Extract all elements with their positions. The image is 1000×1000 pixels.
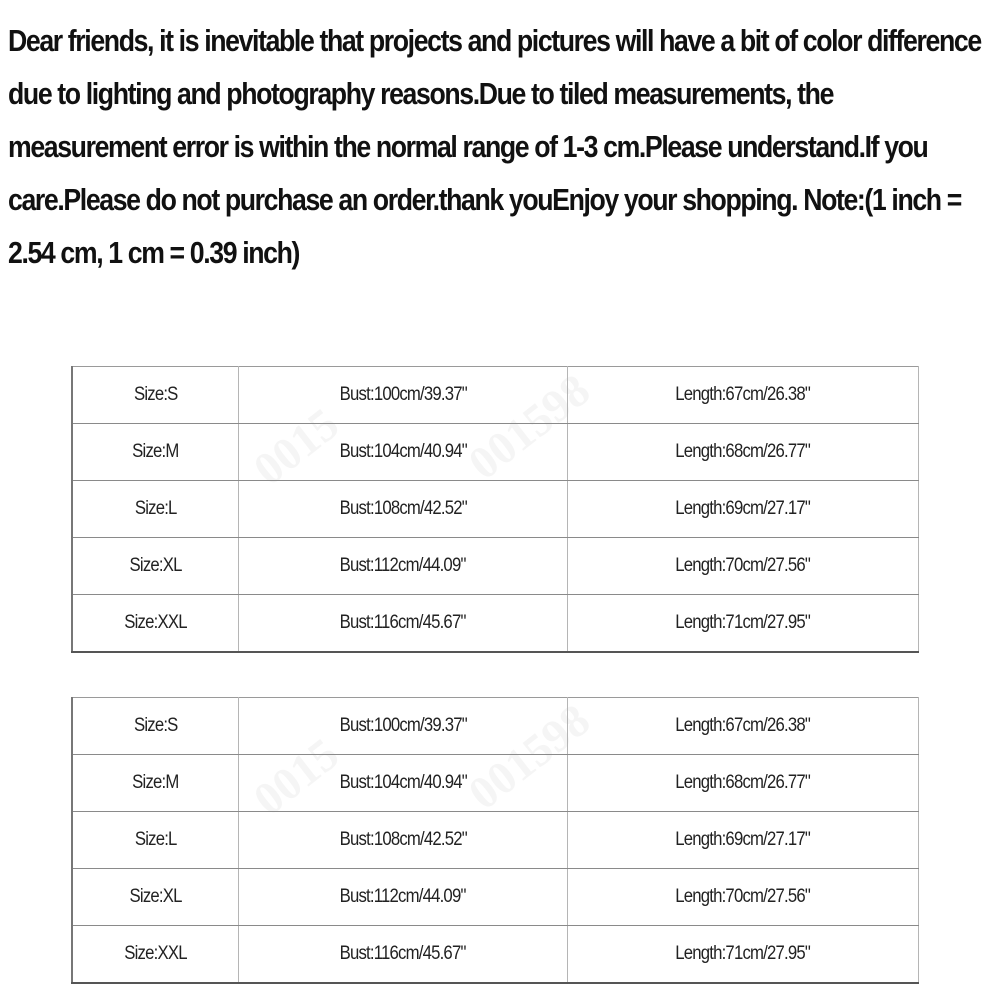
- bust-cell: Bust:104cm/40.94": [239, 755, 568, 812]
- table-row: [72, 698, 919, 755]
- size-cell: Size:M: [72, 755, 239, 812]
- bust-cell: Bust:112cm/44.09": [239, 538, 568, 595]
- length-cell: Length:68cm/26.77": [568, 755, 919, 812]
- length-cell: Length:70cm/27.56": [568, 538, 919, 595]
- watermark: 0015: [244, 398, 348, 495]
- table-row: [72, 755, 919, 812]
- size-cell: Size:XXL: [72, 595, 239, 653]
- length-cell: Length:67cm/26.38": [568, 367, 919, 424]
- notice-text: Dear friends, it is inevitable that projects and pictures will have a bit of color difference due to lighting and photography reasons.Due to tiled measurements, the measurement error is within the normal range of 1-3 cm.Please understand.If you care.Please do not purchase an order.thank youEnjoy your shopping. Note:(1 inch = 2.54 cm, 1 cm = 0.39 inch): [8, 23, 981, 270]
- table-row: [72, 424, 919, 481]
- length-cell: Length:69cm/27.17": [568, 481, 919, 538]
- length-cell: Length:67cm/26.38": [568, 698, 919, 755]
- table-row: [72, 367, 919, 424]
- size-cell: Size:XXL: [72, 926, 239, 984]
- size-cell: Size:M: [72, 424, 239, 481]
- length-cell: Length:71cm/27.95": [568, 926, 919, 984]
- bust-cell: Bust:108cm/42.52": [239, 481, 568, 538]
- bust-cell: Bust:116cm/45.67": [239, 926, 568, 984]
- bust-cell: Bust:100cm/39.37": [239, 698, 568, 755]
- table-row: [72, 481, 919, 538]
- size-cell: Size:L: [72, 481, 239, 538]
- watermark: 001598: [458, 363, 600, 490]
- size-cell: Size:XL: [72, 538, 239, 595]
- table-row: [72, 812, 919, 869]
- bust-cell: Bust:100cm/39.37": [239, 367, 568, 424]
- length-cell: Length:71cm/27.95": [568, 595, 919, 653]
- length-cell: Length:69cm/27.17": [568, 812, 919, 869]
- table-row: [72, 595, 919, 653]
- length-cell: Length:70cm/27.56": [568, 869, 919, 926]
- size-cell: Size:L: [72, 812, 239, 869]
- watermark: 0015: [244, 728, 348, 825]
- bust-cell: Bust:104cm/40.94": [239, 424, 568, 481]
- bust-cell: Bust:116cm/45.67": [239, 595, 568, 653]
- table-row: [72, 538, 919, 595]
- size-cell: Size:XL: [72, 869, 239, 926]
- size-chart-table: [71, 697, 919, 984]
- size-cell: Size:S: [72, 698, 239, 755]
- watermark: 001598: [458, 693, 600, 820]
- size-cell: Size:S: [72, 367, 239, 424]
- size-chart-table: [71, 366, 919, 653]
- bust-cell: Bust:112cm/44.09": [239, 869, 568, 926]
- bust-cell: Bust:108cm/42.52": [239, 812, 568, 869]
- table-row: [72, 926, 919, 984]
- table-row: [72, 869, 919, 926]
- length-cell: Length:68cm/26.77": [568, 424, 919, 481]
